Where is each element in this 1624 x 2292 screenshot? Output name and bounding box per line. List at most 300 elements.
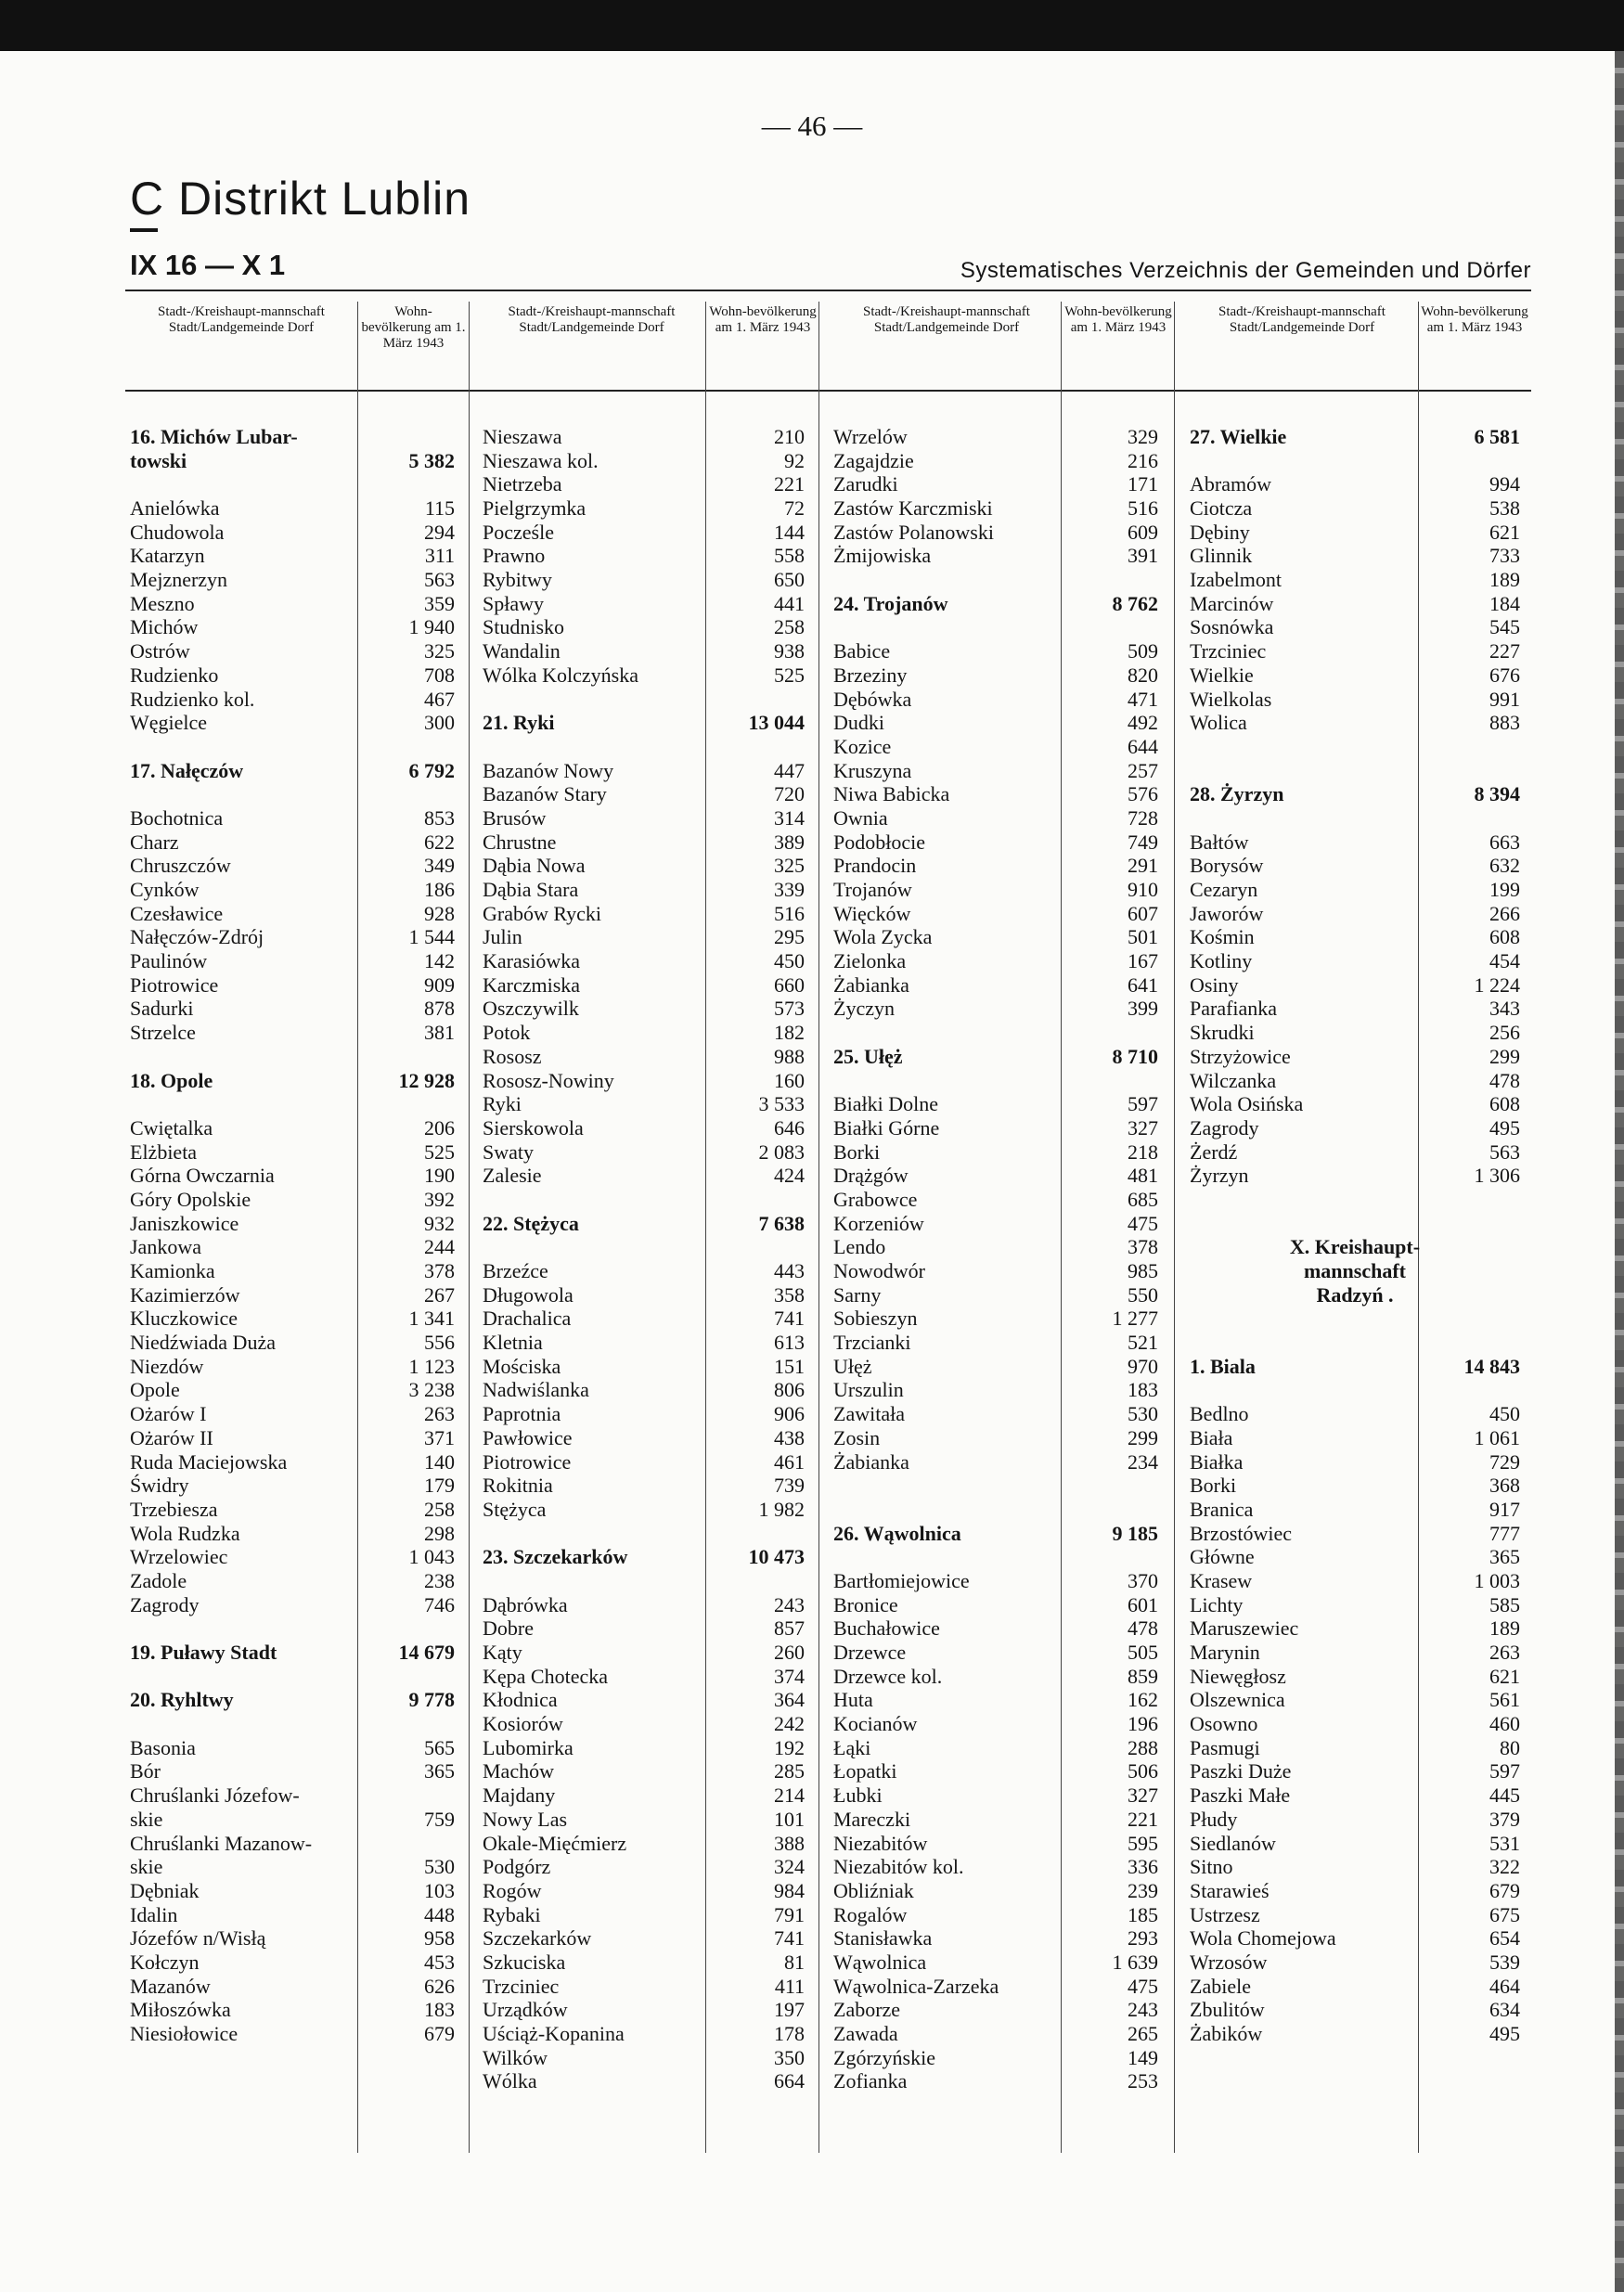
village-row — [130, 1307, 455, 1331]
village-row — [1190, 878, 1520, 902]
village-row — [483, 544, 805, 568]
village-row — [1190, 616, 1520, 640]
population-value: 391 — [1128, 544, 1158, 568]
village-row — [483, 1116, 805, 1140]
village-row — [483, 1474, 805, 1498]
population-value: 8 394 — [1474, 782, 1520, 806]
population-value: 741 — [774, 1307, 805, 1331]
place-name: Jankowa — [130, 1235, 201, 1259]
population-value: 777 — [1489, 1521, 1520, 1545]
village-row — [130, 496, 455, 521]
place-name: Mościska — [483, 1354, 561, 1378]
population-value: 622 — [424, 830, 455, 854]
place-name: Sobieszyn — [833, 1307, 918, 1331]
population-value: 450 — [774, 949, 805, 973]
place-name: Urszulin — [833, 1378, 904, 1402]
commune-heading-row — [130, 1688, 455, 1712]
place-name: Krasew — [1190, 1568, 1253, 1592]
village-row — [833, 1450, 1158, 1474]
place-name: Wielkolas — [1190, 687, 1272, 711]
population-value: 5 382 — [408, 448, 455, 472]
header-pop: Wohn-bevölkerung am 1. März 1943 — [1421, 304, 1528, 335]
population-value: 910 — [1128, 878, 1158, 902]
place-name: Kazimierzów — [130, 1282, 240, 1307]
population-value: 521 — [1128, 1331, 1158, 1355]
place-name: Czesławice — [130, 901, 224, 925]
village-row — [130, 1164, 455, 1188]
place-name: Piotrowice — [130, 972, 219, 997]
header-pop: Wohn-bevölkerung am 1. März 1943 — [1064, 304, 1172, 335]
village-row — [130, 1283, 455, 1307]
place-name: Brzeziny — [833, 663, 908, 687]
population-value: 243 — [1128, 1998, 1158, 2022]
population-value: 471 — [1128, 687, 1158, 711]
village-row — [483, 592, 805, 616]
spacer-row — [833, 1021, 1158, 1045]
population-value: 467 — [424, 687, 455, 711]
village-row — [130, 2022, 455, 2046]
place-name: Karasiówka — [483, 949, 581, 973]
village-row — [483, 878, 805, 902]
village-row — [1190, 1426, 1520, 1450]
population-value: 144 — [774, 520, 805, 544]
population-value: 288 — [1128, 1735, 1158, 1759]
village-row — [483, 806, 805, 831]
population-value: 791 — [774, 1902, 805, 1926]
place-name: Abramów — [1190, 472, 1271, 496]
village-row — [483, 1164, 805, 1188]
place-name: Majdany — [483, 1783, 556, 1808]
population-value: 739 — [774, 1474, 805, 1498]
population-value: 917 — [1489, 1497, 1520, 1521]
population-value: 171 — [1128, 472, 1158, 496]
village-row — [833, 449, 1158, 473]
place-name: Niezabitów kol. — [833, 1855, 964, 1879]
village-row — [833, 1975, 1158, 1999]
village-row — [833, 1641, 1158, 1665]
village-row — [483, 1616, 805, 1641]
place-name: Nieszawa kol. — [483, 448, 599, 472]
population-value: 641 — [1128, 972, 1158, 997]
population-value: 561 — [1489, 1688, 1520, 1712]
place-name: Kamionka — [130, 1259, 215, 1283]
village-row — [833, 925, 1158, 949]
place-name: Sadurki — [130, 997, 194, 1021]
place-name: Borki — [1190, 1474, 1237, 1498]
place-name: Bór — [130, 1759, 161, 1783]
population-value: 539 — [1489, 1950, 1520, 1974]
spacer-row — [1190, 1212, 1520, 1236]
village-row — [833, 1379, 1158, 1403]
place-name: Studnisko — [483, 615, 565, 639]
population-value: 14 679 — [398, 1641, 455, 1665]
population-value: 478 — [1128, 1616, 1158, 1641]
place-name: Ruda Maciejowska — [130, 1449, 288, 1474]
place-name: Trzcianki — [833, 1331, 911, 1355]
place-name: 20. Ryhltwy — [130, 1688, 234, 1712]
population-value: 244 — [424, 1235, 455, 1259]
village-row — [483, 1498, 805, 1522]
place-name: Zielonka — [833, 949, 907, 973]
place-name: Nowodwór — [833, 1259, 925, 1283]
village-row — [1190, 1616, 1520, 1641]
place-name: Dębniak — [130, 1878, 200, 1902]
village-row — [833, 831, 1158, 855]
village-row — [1190, 1688, 1520, 1712]
population-value: 389 — [774, 830, 805, 854]
village-row — [130, 1379, 455, 1403]
village-row — [1190, 1808, 1520, 1832]
population-value: 644 — [1128, 734, 1158, 758]
population-value: 447 — [774, 758, 805, 782]
village-row — [130, 592, 455, 616]
population-value: 221 — [774, 472, 805, 496]
place-name: Bałtów — [1190, 830, 1249, 854]
place-name: Sitno — [1190, 1855, 1233, 1879]
population-value: 253 — [1128, 2069, 1158, 2093]
place-name: Wolica — [1190, 711, 1247, 735]
population-value: 516 — [774, 901, 805, 925]
place-name: Ostrów — [130, 639, 190, 663]
village-row — [130, 1474, 455, 1498]
place-name: Kletnia — [483, 1331, 543, 1355]
place-name: Więcków — [833, 901, 911, 925]
population-value: 609 — [1128, 520, 1158, 544]
population-value: 563 — [1489, 1140, 1520, 1164]
village-row — [833, 1569, 1158, 1593]
village-row — [130, 925, 455, 949]
spacer-row — [1190, 1188, 1520, 1212]
village-row — [1190, 1641, 1520, 1665]
population-value: 746 — [424, 1592, 455, 1616]
population-value: 214 — [774, 1783, 805, 1808]
village-row — [483, 1045, 805, 1069]
population-value: 1 003 — [1474, 1568, 1520, 1592]
population-value: 358 — [774, 1282, 805, 1307]
population-value: 853 — [424, 805, 455, 830]
place-name: Jaworów — [1190, 901, 1264, 925]
place-name: 24. Trojanów — [833, 591, 948, 615]
village-row — [130, 1021, 455, 1045]
place-name: Mareczki — [833, 1807, 911, 1831]
population-value: 256 — [1489, 1021, 1520, 1045]
village-row — [483, 2022, 805, 2046]
place-name: Uściąż-Kopanina — [483, 2022, 625, 2046]
place-name: Rybaki — [483, 1902, 541, 1926]
village-row — [1190, 1116, 1520, 1140]
place-name: 19. Puławy Stadt — [130, 1641, 277, 1665]
place-name: Wola Osińska — [1190, 1092, 1304, 1116]
population-value: 460 — [1489, 1712, 1520, 1736]
spacer-row — [833, 1069, 1158, 1093]
place-name: Katarzyn — [130, 544, 205, 568]
village-row — [1190, 1736, 1520, 1760]
population-value: 81 — [784, 1950, 805, 1974]
commune-heading-row — [130, 425, 455, 449]
place-name: Sierskowola — [483, 1115, 584, 1140]
commune-heading-row — [130, 1069, 455, 1093]
village-row — [1190, 688, 1520, 712]
population-value: 994 — [1489, 472, 1520, 496]
place-name: Drążgów — [833, 1164, 909, 1188]
village-row — [833, 735, 1158, 759]
population-value: 178 — [774, 2022, 805, 2046]
population-value: 450 — [1489, 1402, 1520, 1426]
place-name: Niewęgłosz — [1190, 1664, 1286, 1688]
place-name: Brzostówiec — [1190, 1521, 1292, 1545]
village-row — [1190, 592, 1520, 616]
village-row — [1190, 1855, 1520, 1879]
village-row — [130, 806, 455, 831]
population-value: 984 — [774, 1878, 805, 1902]
population-value: 365 — [1489, 1545, 1520, 1569]
village-row — [1190, 568, 1520, 592]
village-row — [483, 1021, 805, 1045]
place-name: towski — [130, 448, 187, 472]
population-value: 72 — [784, 496, 805, 521]
commune-heading-row — [483, 1545, 805, 1569]
place-name: Trojanów — [833, 878, 912, 902]
population-value: 601 — [1128, 1592, 1158, 1616]
village-row — [130, 973, 455, 998]
population-value: 970 — [1128, 1354, 1158, 1378]
population-value: 1 341 — [408, 1307, 455, 1331]
place-name: Osowno — [1190, 1712, 1258, 1736]
village-row — [833, 854, 1158, 878]
population-value: 2 083 — [758, 1140, 805, 1164]
village-row — [483, 1450, 805, 1474]
population-value: 263 — [424, 1402, 455, 1426]
village-row — [833, 1235, 1158, 1259]
place-name: Chruszczów — [130, 854, 231, 878]
village-row — [483, 425, 805, 449]
village-row — [833, 1951, 1158, 1975]
place-name: Wola Rudzka — [130, 1521, 240, 1545]
place-name: 26. Wąwolnica — [833, 1521, 961, 1545]
population-value: 182 — [774, 1021, 805, 1045]
village-row — [833, 544, 1158, 568]
population-value: 218 — [1128, 1140, 1158, 1164]
village-row — [833, 688, 1158, 712]
population-value: 9 778 — [408, 1688, 455, 1712]
header-top-rule — [125, 290, 1531, 291]
village-row — [130, 878, 455, 902]
village-row — [483, 1783, 805, 1808]
place-name: Żabików — [1190, 2022, 1263, 2046]
page-subtitle: Systematisches Verzeichnis der Gemeinden und Dörfer — [960, 258, 1531, 283]
population-value: 928 — [424, 901, 455, 925]
place-name: Marcinów — [1190, 591, 1274, 615]
place-name: Pielgrzymka — [483, 496, 586, 521]
population-value: 556 — [424, 1331, 455, 1355]
village-row — [833, 1760, 1158, 1784]
population-value: 294 — [424, 520, 455, 544]
place-name: Buchałowice — [833, 1616, 940, 1641]
population-value: 509 — [1128, 639, 1158, 663]
village-row — [483, 1736, 805, 1760]
place-name: Parafianka — [1190, 997, 1278, 1021]
spacer-row — [130, 1665, 455, 1689]
place-name: Idalin — [130, 1902, 178, 1926]
place-name: Zabiele — [1190, 1974, 1251, 1998]
population-value: 183 — [1128, 1378, 1158, 1402]
population-value: 311 — [424, 544, 455, 568]
page-title: C Distrikt Lublin — [130, 173, 471, 225]
population-value: 453 — [424, 1950, 455, 1974]
village-row — [483, 1355, 805, 1379]
population-value: 1 224 — [1474, 972, 1520, 997]
population-value: 13 044 — [748, 711, 805, 735]
village-row — [130, 1522, 455, 1546]
column-4 — [1190, 425, 1520, 2046]
population-value: 221 — [1128, 1807, 1158, 1831]
place-name: Łopatki — [833, 1759, 897, 1783]
population-value: 531 — [1489, 1831, 1520, 1855]
population-value: 475 — [1128, 1974, 1158, 1998]
place-name: Obliźniak — [833, 1878, 914, 1902]
population-value: 958 — [424, 1926, 455, 1951]
village-row — [483, 1951, 805, 1975]
place-name: Zadole — [130, 1568, 187, 1592]
place-name: Bazanów Stary — [483, 782, 607, 806]
population-value: 140 — [424, 1449, 455, 1474]
village-row — [1190, 1498, 1520, 1522]
village-row — [1190, 1092, 1520, 1116]
spacer-row — [1190, 806, 1520, 831]
population-value: 650 — [774, 568, 805, 592]
population-value: 563 — [424, 568, 455, 592]
village-row — [130, 949, 455, 973]
place-name: Rudzienko — [130, 663, 219, 687]
population-value: 506 — [1128, 1759, 1158, 1783]
spacer-row — [483, 1522, 805, 1546]
village-row — [1190, 1140, 1520, 1165]
population-value: 676 — [1489, 663, 1520, 687]
population-value: 186 — [424, 878, 455, 902]
population-value: 550 — [1128, 1282, 1158, 1307]
place-name: Rokitnia — [483, 1474, 553, 1498]
village-row — [483, 449, 805, 473]
village-row — [833, 1616, 1158, 1641]
village-row — [130, 1235, 455, 1259]
population-value: 9 185 — [1112, 1521, 1158, 1545]
population-value: 733 — [1489, 544, 1520, 568]
place-name: Zarudki — [833, 472, 898, 496]
place-name: Potok — [483, 1021, 531, 1045]
population-value: 646 — [774, 1115, 805, 1140]
commune-heading-row — [1190, 425, 1520, 449]
village-row — [833, 1879, 1158, 1903]
place-name: Cezaryn — [1190, 878, 1258, 902]
population-value: 238 — [424, 1568, 455, 1592]
population-value: 258 — [424, 1497, 455, 1521]
place-name: Wielkie — [1190, 663, 1254, 687]
village-row — [833, 1688, 1158, 1712]
village-row — [483, 2069, 805, 2093]
spacer-row — [130, 1045, 455, 1069]
population-value: 597 — [1128, 1092, 1158, 1116]
population-value: 679 — [1489, 1878, 1520, 1902]
population-value: 525 — [424, 1140, 455, 1164]
population-value: 576 — [1128, 782, 1158, 806]
population-value: 475 — [1128, 1211, 1158, 1235]
place-name: Chrustne — [483, 830, 557, 854]
population-value: 298 — [424, 1521, 455, 1545]
header-pop: Wohn-bevölkerung am 1. März 1943 — [709, 304, 817, 335]
population-value: 196 — [1128, 1712, 1158, 1736]
village-row — [483, 1140, 805, 1165]
place-name: Wąwolnica-Zarzeka — [833, 1974, 999, 1998]
village-row — [130, 1808, 455, 1832]
population-value: 1 982 — [758, 1497, 805, 1521]
population-value: 3 533 — [758, 1092, 805, 1116]
place-name: Cwiętalka — [130, 1115, 213, 1140]
spacer-row — [1190, 735, 1520, 759]
population-value: 608 — [1489, 925, 1520, 949]
village-row — [130, 1140, 455, 1165]
village-row — [483, 1832, 805, 1856]
population-value: 210 — [774, 424, 805, 448]
place-name: Białka — [1190, 1449, 1244, 1474]
population-value: 909 — [424, 972, 455, 997]
population-value: 206 — [424, 1115, 455, 1140]
place-name: Podobłocie — [833, 830, 925, 854]
population-value: 167 — [1128, 949, 1158, 973]
village-row — [483, 1808, 805, 1832]
column-3 — [833, 425, 1158, 2093]
population-value: 379 — [1489, 1807, 1520, 1831]
population-value: 663 — [1489, 830, 1520, 854]
population-value: 679 — [424, 2022, 455, 2046]
place-name: Świdry — [130, 1474, 189, 1498]
village-row — [483, 663, 805, 688]
place-name: Nietrzeba — [483, 472, 562, 496]
population-value: 189 — [1489, 568, 1520, 592]
place-name: Babice — [833, 639, 891, 663]
population-value: 1 639 — [1112, 1950, 1158, 1974]
place-name: Niezabitów — [833, 1831, 928, 1855]
place-name: 23. Szczekarków — [483, 1545, 628, 1569]
population-value: 741 — [774, 1926, 805, 1951]
place-name: Mazanów — [130, 1974, 211, 1998]
population-value: 654 — [1489, 1926, 1520, 1951]
population-value: 325 — [424, 639, 455, 663]
commune-heading-row — [130, 759, 455, 783]
spacer-row — [130, 1616, 455, 1641]
village-row — [833, 998, 1158, 1022]
population-value: 329 — [1128, 424, 1158, 448]
header-name: Stadt-/Kreishaupt-mannschaft Stadt/Landgemeinde Dorf — [158, 304, 325, 335]
commune-heading-row — [483, 1212, 805, 1236]
place-name: Górna Owczarnia — [130, 1164, 275, 1188]
place-name: Charz — [130, 830, 179, 854]
place-name: Żyrzyn — [1190, 1164, 1249, 1188]
village-row — [833, 1116, 1158, 1140]
place-name: Węgielce — [130, 711, 208, 735]
village-row — [483, 1712, 805, 1736]
village-row — [1190, 1593, 1520, 1617]
place-name: Wandalin — [483, 639, 561, 663]
population-value: 10 473 — [748, 1545, 805, 1569]
place-name: Dąbia Stara — [483, 878, 579, 902]
village-row — [1190, 1975, 1520, 1999]
population-value: 820 — [1128, 663, 1158, 687]
population-value: 525 — [774, 663, 805, 687]
spacer-row — [483, 688, 805, 712]
village-row — [1190, 1569, 1520, 1593]
population-value: 597 — [1489, 1759, 1520, 1783]
population-value: 492 — [1128, 711, 1158, 735]
